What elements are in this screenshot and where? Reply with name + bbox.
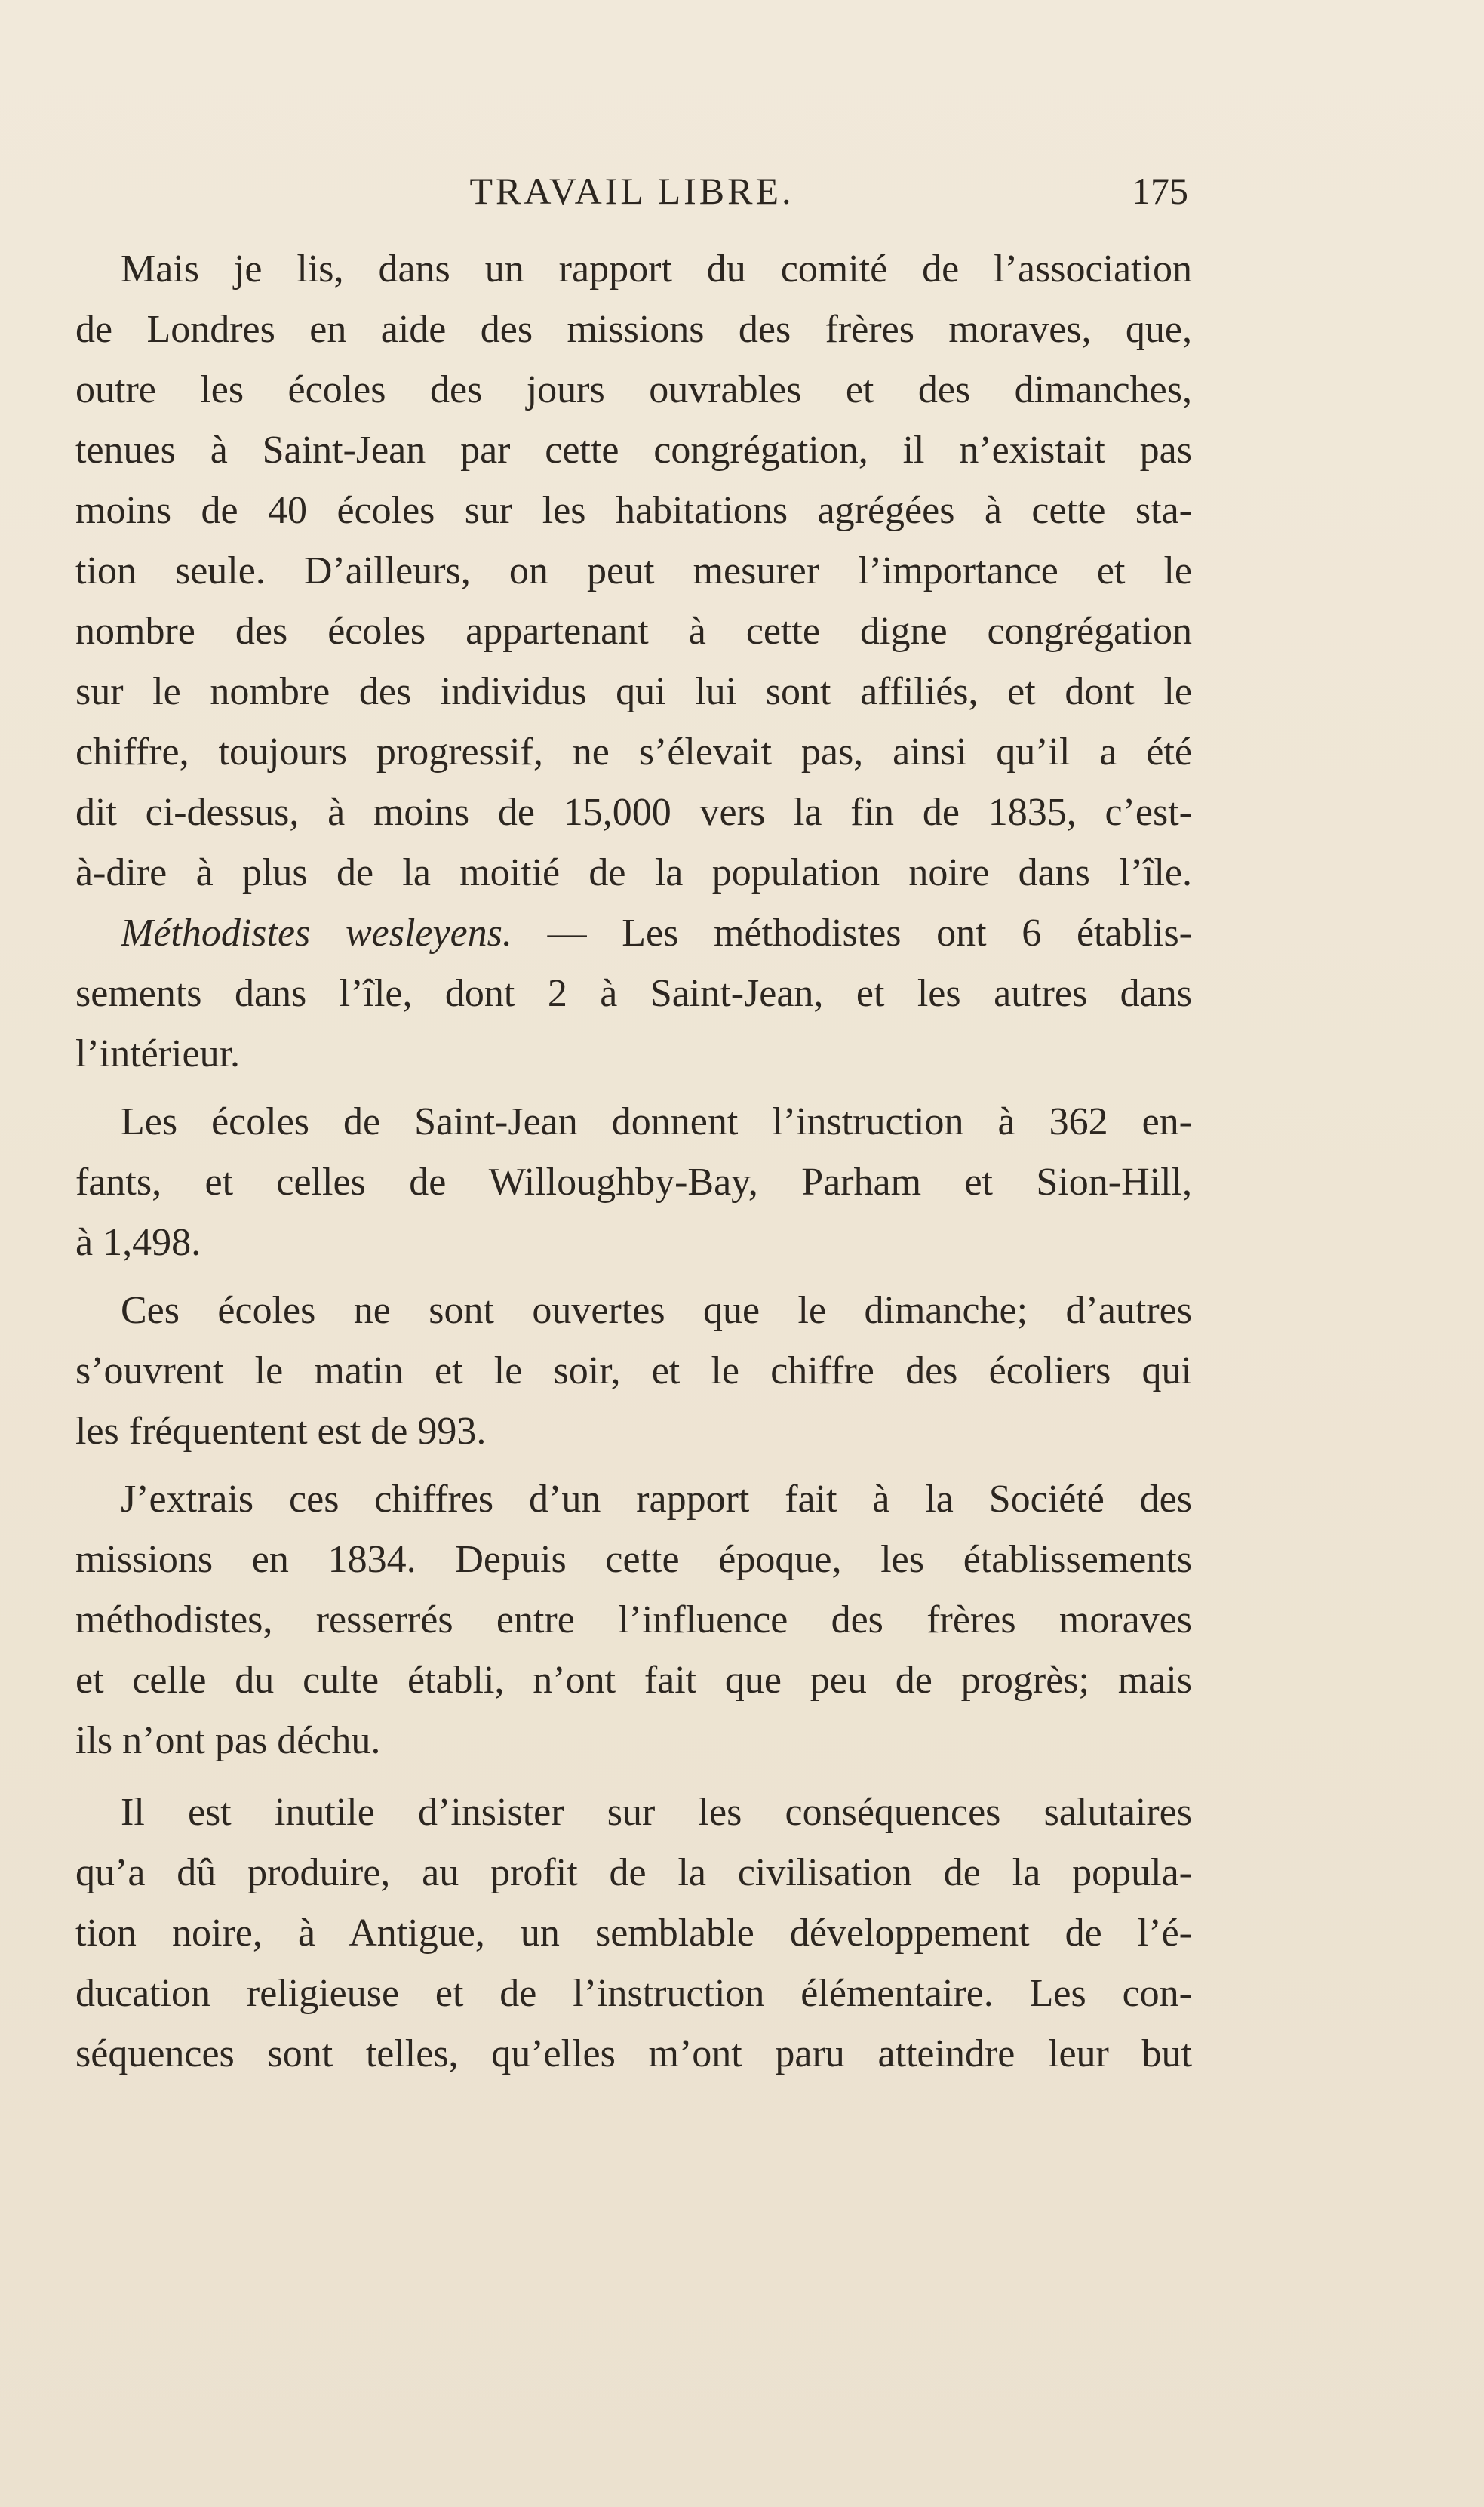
text-line: moins de 40 écoles sur les habitations agrégées à cette sta- [75, 489, 1192, 532]
text-line: ils n’ont pas déchu. [75, 1719, 381, 1762]
text-line: ducation religieuse et de l’instruction élémentaire. Les con- [75, 1972, 1192, 2015]
text-line: Il est inutile d’insister sur les conséquences salutaires [121, 1791, 1192, 1834]
text-line: tenues à Saint-Jean par cette congrégation, il n’existait pas [75, 429, 1192, 472]
text-line: Les écoles de Saint-Jean donnent l’instruction à 362 en- [121, 1100, 1192, 1143]
text-line: fants, et celles de Willoughby-Bay, Parham et Sion-Hill, [75, 1161, 1192, 1204]
text-line: et celle du culte établi, n’ont fait que peu de progrès; mais [75, 1659, 1192, 1702]
text-line: sur le nombre des individus qui lui sont affiliés, et dont le [75, 670, 1192, 713]
text-line: à 1,498. [75, 1221, 201, 1264]
page-header [75, 165, 1188, 217]
text-line: l’intérieur. [75, 1032, 241, 1075]
text-line: outre les écoles des jours ouvrables et des dimanches, [75, 368, 1192, 411]
text-line: sements dans l’île, dont 2 à Saint-Jean, et les autres dans [75, 972, 1192, 1015]
text-line: — Les méthodistes ont 6 établis- [547, 912, 1192, 955]
text-line: missions en 1834. Depuis cette époque, les établissements [75, 1538, 1192, 1581]
text-line: s’ouvrent le matin et le soir, et le chiffre des écoliers qui [75, 1349, 1192, 1392]
text-line: tion noire, à Antigue, un semblable développement de l’é- [75, 1912, 1192, 1955]
text-line: dit ci-dessus, à moins de 15,000 vers la fin de 1835, c’est- [75, 791, 1192, 834]
text-line: séquences sont telles, qu’elles m’ont paru atteindre leur but [75, 2032, 1192, 2075]
text-line-with-heading [121, 904, 1192, 963]
text-line: de Londres en aide des missions des frères moraves, que, [75, 308, 1192, 351]
text-line: chiffre, toujours progressif, ne s’élevait pas, ainsi qu’il a été [75, 731, 1192, 774]
text-line: les fréquentent est de 993. [75, 1410, 487, 1453]
text-line: Mais je lis, dans un rapport du comité de l’association [121, 248, 1192, 291]
text-line: Ces écoles ne sont ouvertes que le dimanche; d’autres [121, 1289, 1192, 1332]
text-line: tion seule. D’ailleurs, on peut mesurer l’importance et le [75, 549, 1192, 592]
text-line: qu’a dû produire, au profit de la civilisation de la popula- [75, 1851, 1192, 1894]
text-line: J’extrais ces chiffres d’un rapport fait à la Société des [121, 1478, 1192, 1521]
text-line: méthodistes, resserrés entre l’influence des frères moraves [75, 1598, 1192, 1641]
text-line: à-dire à plus de la moitié de la population noire dans l’île. [75, 851, 1192, 894]
running-title: TRAVAIL LIBRE. [469, 170, 794, 212]
italic-heading: Méthodistes wesleyens. [121, 912, 512, 955]
page-number: 175 [1132, 170, 1188, 212]
text-line: nombre des écoles appartenant à cette digne congrégation [75, 610, 1192, 653]
